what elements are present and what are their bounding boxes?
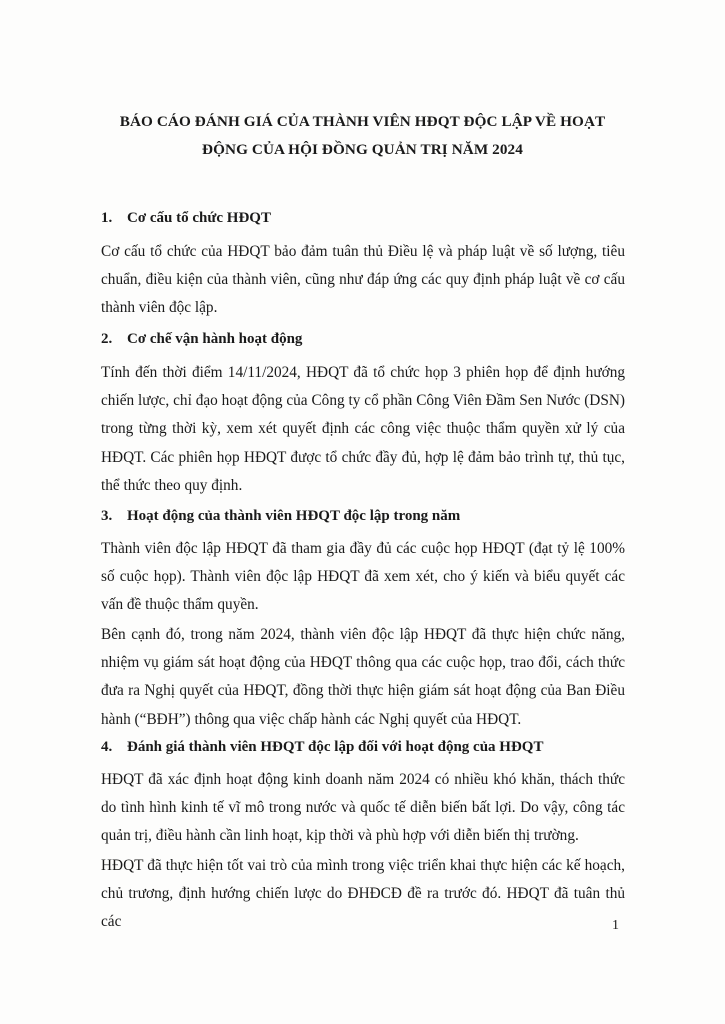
section-number: 4. xyxy=(101,739,113,755)
section-4-paragraph-1: HĐQT đã xác định hoạt động kinh doanh năm 2024 có nhiều khó khăn, thách thức do tình hình kinh tế vĩ mô trong nước và quốc tế diễn biến bất lợi. Do vậy, công tác quản trị, điều hành cần linh hoạt, kịp thời và phù hợp với diễn biến thị trường. xyxy=(101,771,625,845)
section-1-heading xyxy=(101,208,271,228)
section-4-heading xyxy=(101,737,543,757)
section-2-heading xyxy=(101,329,302,349)
page-number: 1 xyxy=(612,918,619,933)
section-title: Cơ cấu tổ chức HĐQT xyxy=(127,210,271,226)
section-3-paragraph-1: Thành viên độc lập HĐQT đã tham gia đầy đủ các cuộc họp HĐQT (đạt tỷ lệ 100% số cuộc họp). Thành viên độc lập HĐQT đã xem xét, cho ý kiến và biểu quyết các vấn đề thuộc thẩm quyền. xyxy=(101,540,625,614)
section-title: Cơ chế vận hành hoạt động xyxy=(127,331,303,347)
section-title: Hoạt động của thành viên HĐQT độc lập trong năm xyxy=(127,508,461,524)
section-4-paragraph-2: HĐQT đã thực hiện tốt vai trò của mình trong việc triển khai thực hiện các kế hoạch, chủ trương, định hướng chiến lược do ĐHĐCĐ đề ra trước đó. HĐQT đã tuân thủ các xyxy=(101,857,625,931)
title-line-2: ĐỘNG CỦA HỘI ĐỒNG QUẢN TRỊ NĂM 2024 xyxy=(202,141,523,158)
section-1-paragraph-1: Cơ cấu tổ chức của HĐQT bảo đảm tuân thủ Điều lệ và pháp luật về số lượng, tiêu chuẩn, điều kiện của thành viên, cũng như đáp ứng các quy định pháp luật về cơ cấu thành viên độc lập. xyxy=(101,243,625,317)
section-number: 1. xyxy=(101,210,113,226)
section-title: Đánh giá thành viên HĐQT độc lập đối với hoạt động của HĐQT xyxy=(127,739,544,755)
section-number: 3. xyxy=(101,508,113,524)
section-2-paragraph-1: Tính đến thời điểm 14/11/2024, HĐQT đã tổ chức họp 3 phiên họp để định hướng chiến lược, chỉ đạo hoạt động của Công ty cổ phần Công Viên Đầm Sen Nước (DSN) trong từng thời kỳ, xem xét quyết định các công việc thuộc thẩm quyền xử lý của HĐQT. Các phiên họp HĐQT được tổ chức đầy đủ, hợp lệ đảm bảo trình tự, thủ tục, thể thức theo quy định. xyxy=(101,364,625,494)
section-number: 2. xyxy=(101,331,113,347)
document-title xyxy=(100,108,625,164)
section-3-paragraph-2: Bên cạnh đó, trong năm 2024, thành viên độc lập HĐQT đã thực hiện chức năng, nhiệm vụ giám sát hoạt động của HĐQT thông qua các cuộc họp, trao đổi, cách thức đưa ra Nghị quyết của HĐQT, đồng thời thực hiện giám sát hoạt động của Ban Điều hành (“BĐH”) thông qua việc chấp hành các Nghị quyết của HĐQT. xyxy=(101,626,625,728)
section-3-heading xyxy=(101,506,460,526)
title-line-1: BÁO CÁO ĐÁNH GIÁ CỦA THÀNH VIÊN HĐQT ĐỘC LẬP VỀ HOẠT xyxy=(119,113,606,130)
